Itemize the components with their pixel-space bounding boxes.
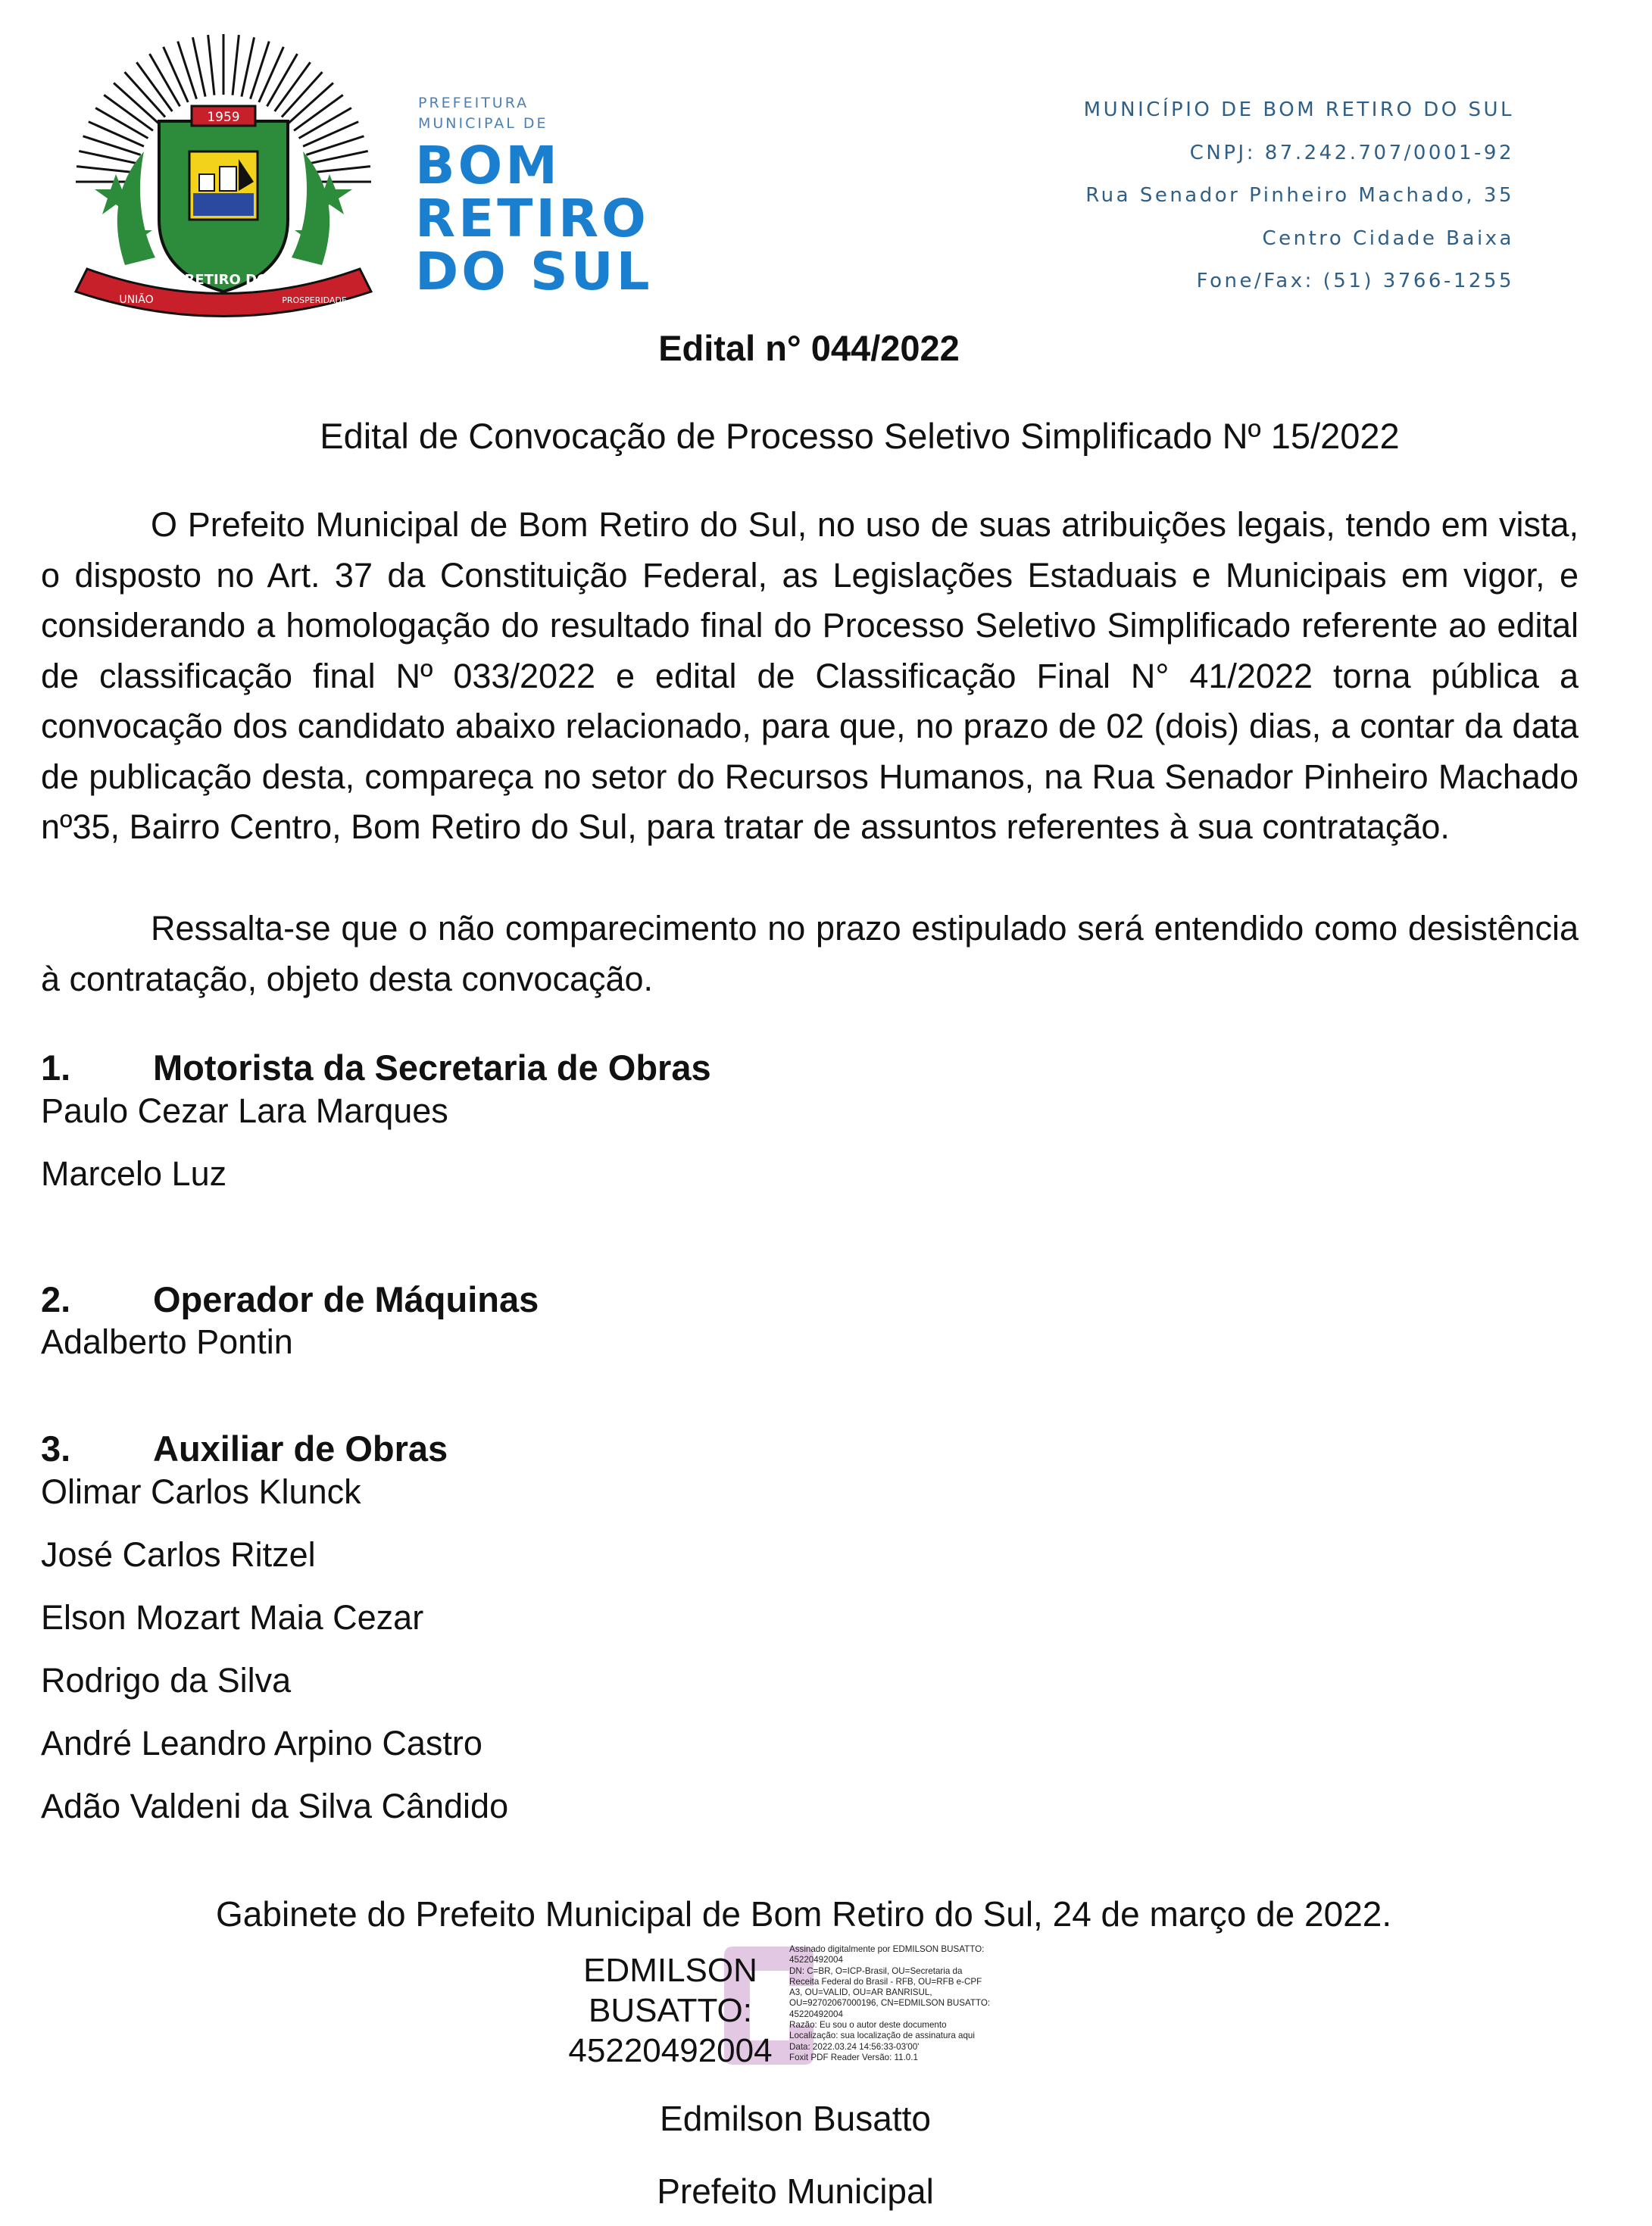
signature-detail-line: Assinado digitalmente por EDMILSON BUSATTO: xyxy=(789,1944,985,1954)
signature-detail-line: Data: 2022.03.24 14:56:33-03'00' xyxy=(789,2041,920,2052)
signature-detail-line: DN: C=BR, O=ICP-Brasil, OU=Secretaria da xyxy=(789,1965,963,1976)
paragraph-convocation: O Prefeito Municipal de Bom Retiro do Sul, no uso de suas atribuições legais, tendo em vista, o disposto no Art. 37 da Constituição Federal, as Legislações Estaduais e Municipais em vigor, e considerando a homologação do resultado final do Processo Seletivo Simplificado referente ao edital de classificação final Nº 033/2022 e edital de Classificação Final N° 41/2022 torna pública a convocação dos candidato abaixo relacionado, para que, no prazo de 02 (dois) dias, a contar da data de publicação desta, compareça no setor do Recursos Humanos, na Rua Senador Pinheiro Machado nº35, Bairro Centro, Bom Retiro do Sul, para tratar de assuntos referentes à sua contratação. xyxy=(41,505,1579,846)
section-number: 1. xyxy=(41,1047,71,1088)
signature-detail-line: Foxit PDF Reader Versão: 11.0.1 xyxy=(789,2052,918,2062)
digital-signature-name xyxy=(549,1950,792,2071)
signature-detail-line: 45220492004 xyxy=(789,2009,843,2019)
contact-neighborhood: Centro Cidade Baixa xyxy=(1262,227,1514,250)
contact-phone: Fone/Fax: (51) 3766-1255 xyxy=(1196,270,1514,292)
signature-name-line: EDMILSON xyxy=(583,1952,757,1989)
section-title: Operador de Máquinas xyxy=(153,1279,539,1319)
contact-cnpj: CNPJ: 87.242.707/0001-92 xyxy=(1189,142,1514,164)
signer-name: Edmilson Busatto xyxy=(660,2099,931,2138)
section-number: 2. xyxy=(41,1279,71,1319)
section-heading-1 xyxy=(41,1047,711,1088)
crest-year: 1959 xyxy=(207,110,240,125)
brand-name-line1: BOM xyxy=(415,136,561,196)
brand-name-line3: DO SUL xyxy=(415,242,653,302)
list-item: Adão Valdeni da Silva Cândido xyxy=(41,1787,509,1825)
signature-name-line: 45220492004 xyxy=(568,2032,773,2069)
section-heading-2 xyxy=(41,1278,539,1320)
list-item: Marcelo Luz xyxy=(41,1154,227,1193)
list-item: Paulo Cezar Lara Marques xyxy=(41,1091,448,1130)
digital-signature-details xyxy=(789,1944,990,2063)
signature-detail-line: Localização: sua localização de assinatura aqui xyxy=(789,2031,975,2041)
contact-address: Rua Senador Pinheiro Machado, 35 xyxy=(1085,184,1514,207)
paragraph-notice: Ressalta-se que o não comparecimento no prazo estipulado será entendido como desistência à contratação, objeto desta convocação. xyxy=(41,909,1579,998)
brand-line-municipal: MUNICIPAL DE xyxy=(418,115,548,132)
section-title: Auxiliar de Obras xyxy=(153,1428,448,1469)
crest-motto-right: PROSPERIDADE xyxy=(282,295,347,305)
signature-detail-line: Razão: Eu sou o autor deste documento xyxy=(789,2020,947,2031)
signature-detail-line: Receita Federal do Brasil - RFB, OU=RFB e-CPF xyxy=(789,1976,982,1987)
signature-name-line: BUSATTO: xyxy=(589,1992,752,2029)
signature-detail-line: A3, OU=VALID, OU=AR BANRISUL, xyxy=(789,1987,932,1998)
signature-detail-line: 45220492004 xyxy=(789,1955,843,1965)
list-item: Olimar Carlos Klunck xyxy=(41,1472,361,1511)
brand-name-line2: RETIRO xyxy=(415,189,649,249)
section-number: 3. xyxy=(41,1428,71,1469)
list-item: Adalberto Pontin xyxy=(41,1322,293,1361)
crest-banner-text: BOM RETIRO DO SUL xyxy=(144,272,303,288)
contact-municipio: MUNICÍPIO DE BOM RETIRO DO SUL xyxy=(1083,98,1514,121)
closing-location-date: Gabinete do Prefeito Municipal de Bom Retiro do Sul, 24 de março de 2022. xyxy=(216,1894,1392,1934)
municipal-crest-logo xyxy=(72,30,375,318)
signer-title: Prefeito Municipal xyxy=(657,2171,934,2211)
signature-detail-line: OU=92702067000196, CN=EDMILSON BUSATTO: xyxy=(789,1998,991,2009)
list-item: Rodrigo da Silva xyxy=(41,1661,292,1700)
crest-motto-left: UNIÃO xyxy=(119,294,154,306)
list-item: José Carlos Ritzel xyxy=(41,1535,316,1574)
section-title: Motorista da Secretaria de Obras xyxy=(153,1047,711,1088)
list-item: André Leandro Arpino Castro xyxy=(41,1724,482,1762)
brand-line-prefeitura: PREFEITURA xyxy=(418,95,529,111)
section-heading-3 xyxy=(41,1428,448,1469)
document-subtitle: Edital de Convocação de Processo Seletivo Simplificado Nº 15/2022 xyxy=(320,416,1400,456)
list-item: Elson Mozart Maia Cezar xyxy=(41,1598,424,1637)
document-title: Edital n° 044/2022 xyxy=(658,328,960,368)
